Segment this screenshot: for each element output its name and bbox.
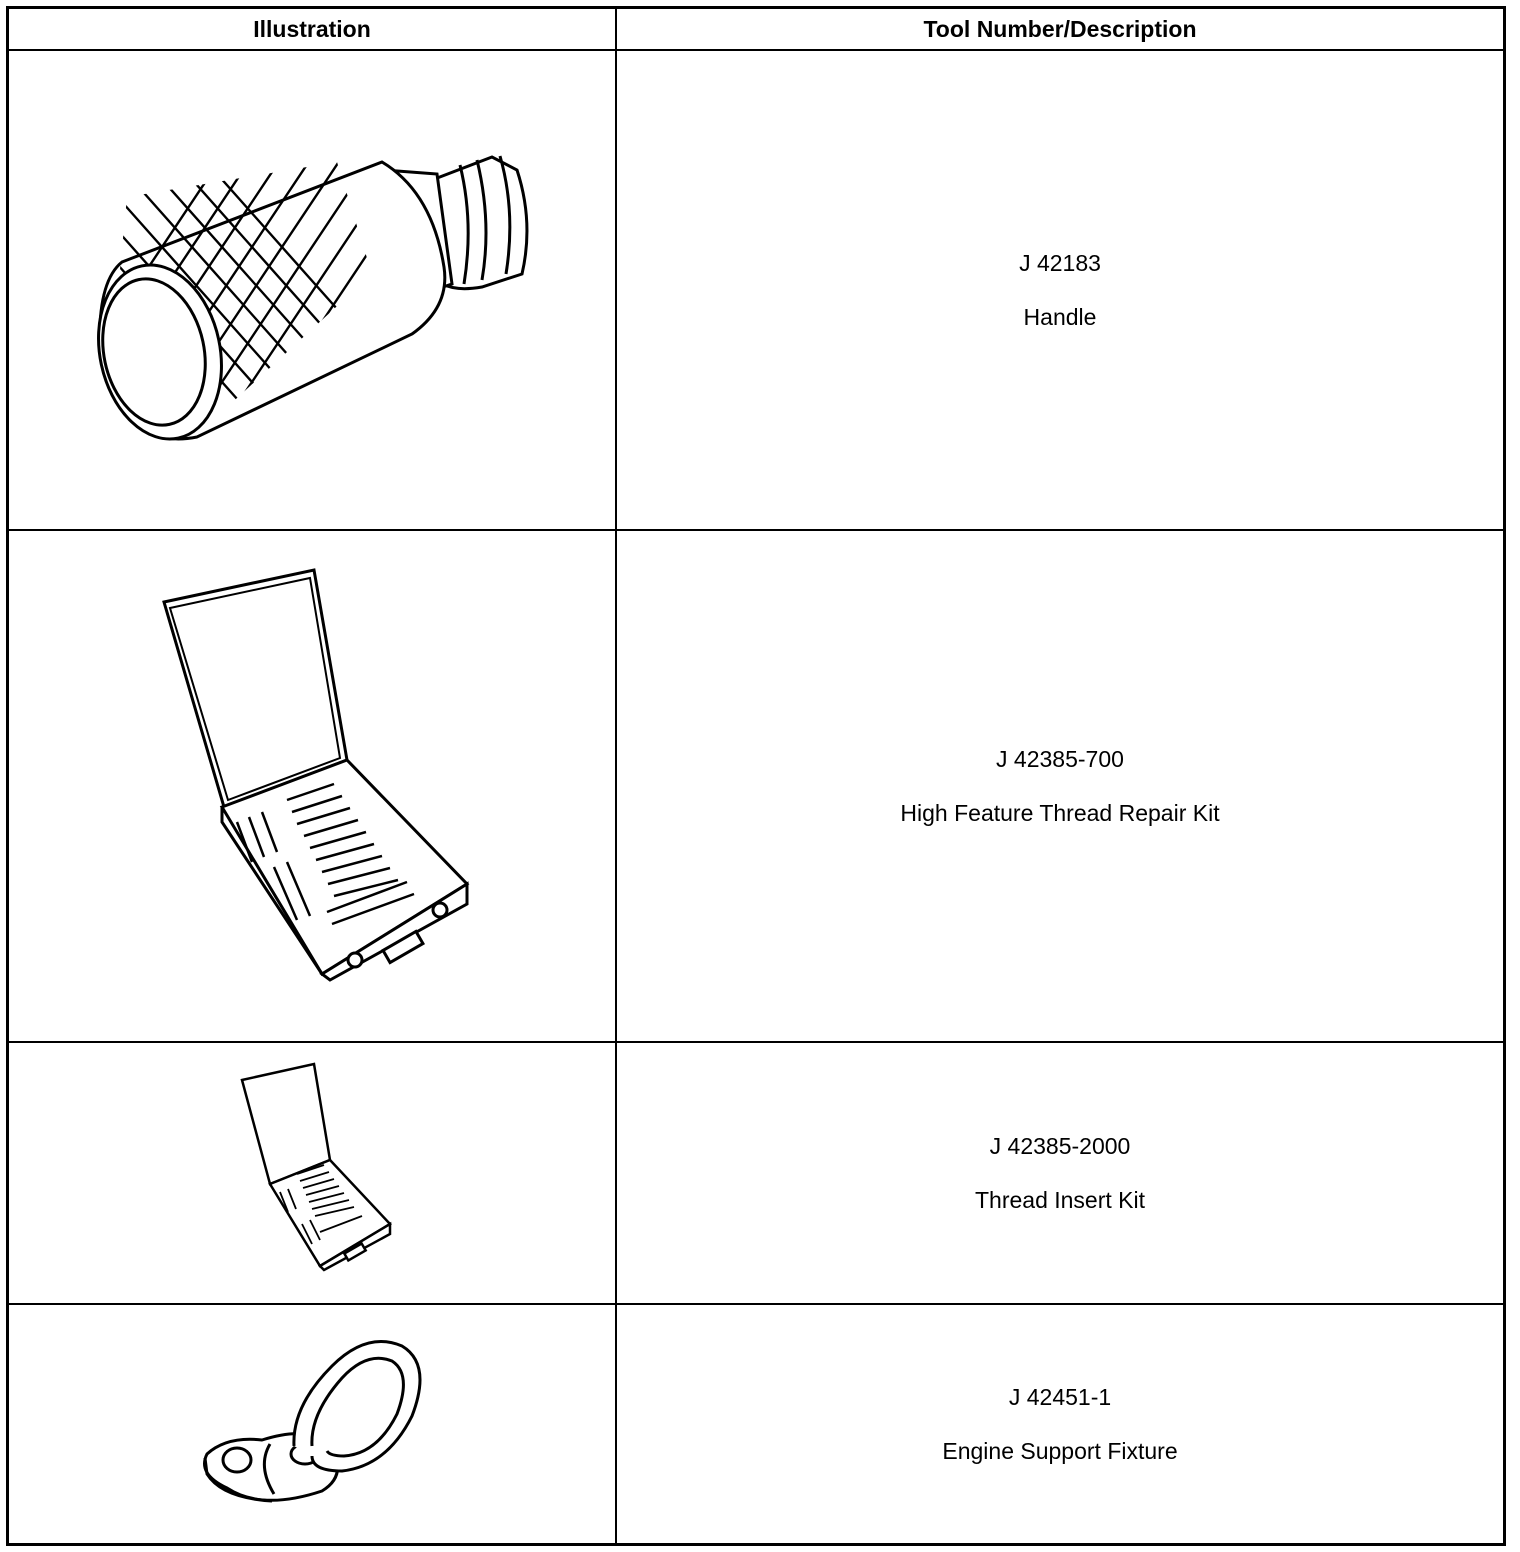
- table-row: [9, 1041, 1503, 1303]
- tool-description: Engine Support Fixture: [942, 1437, 1178, 1464]
- knurled-handle-icon: [12, 52, 612, 528]
- engine-support-fixture-icon: [12, 1306, 612, 1542]
- header-tool: Tool Number/Description: [923, 15, 1197, 42]
- tool-description: Thread Insert Kit: [974, 1186, 1146, 1213]
- tool-number: J 42451-1: [1008, 1383, 1112, 1410]
- tool-description: High Feature Thread Repair Kit: [900, 799, 1220, 826]
- thread-insert-kit-case-icon: [12, 1044, 612, 1302]
- table-header: [9, 9, 1503, 49]
- header-illustration: Illustration: [253, 15, 371, 42]
- tool-number: J 42183: [1019, 249, 1101, 276]
- table-row: [9, 49, 1503, 529]
- tool-description: Handle: [1023, 303, 1097, 330]
- tool-number: J 42385-700: [996, 745, 1124, 772]
- thread-repair-kit-case-icon: [12, 532, 612, 1040]
- tool-number: J 42385-2000: [989, 1132, 1131, 1159]
- table-row: [9, 529, 1503, 1041]
- tool-table: [6, 6, 1506, 1546]
- table-row: [9, 1303, 1503, 1543]
